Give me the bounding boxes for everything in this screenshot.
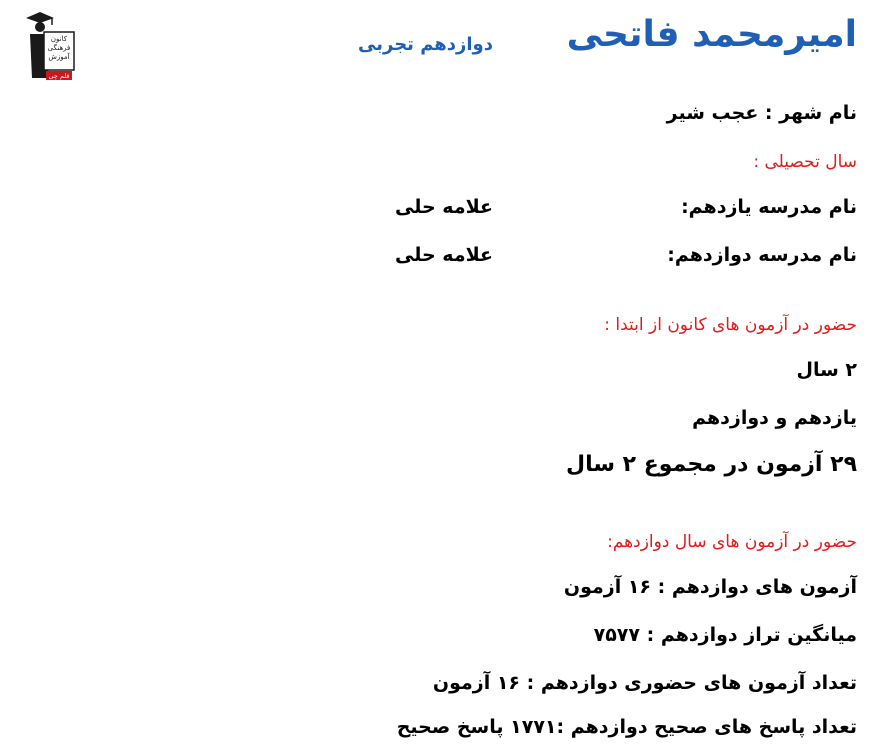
grade-field: دوازدهم تجربی [358,34,493,55]
academic-year-label: سال تحصیلی : [753,152,857,172]
kanoon-grades: یازدهم و دوازدهم [692,407,857,429]
kanoon-total: ۲۹ آزمون در مجموع ۲ سال [566,452,857,477]
school-11-label: نام مدرسه یازدهم: [681,196,857,218]
grade12-exams: آزمون های دوازدهم : ۱۶ آزمون [563,576,857,598]
grade12-inperson: تعداد آزمون های حضوری دوازدهم : ۱۶ آزمون [432,672,857,694]
logo-word-1: کانون [50,35,68,43]
grade12-average: میانگین تراز دوازدهم : ۷۵۷۷ [593,624,857,646]
school-11-value: علامه حلی [395,196,493,218]
kanoon-logo [22,10,80,82]
student-name: امیرمحمد فاتحی [566,14,857,55]
city-line: نام شهر : عجب شیر [666,102,857,124]
kanoon-attendance-heading: حضور در آزمون های کانون از ابتدا : [604,315,857,335]
logo-word-3: آموزش [48,53,70,61]
grade12-correct-answers: تعداد پاسخ های صحیح دوازدهم :۱۷۷۱ پاسخ صحیح [396,716,857,738]
kanoon-years: ۲ سال [796,359,857,381]
logo-word-4: قلم چی [48,72,70,80]
school-12-label: نام مدرسه دوازدهم: [667,244,857,266]
logo-word-2: فرهنگی [47,44,71,52]
school-12-value: علامه حلی [395,244,493,266]
grade12-attendance-heading: حضور در آزمون های سال دوازدهم: [607,532,857,552]
